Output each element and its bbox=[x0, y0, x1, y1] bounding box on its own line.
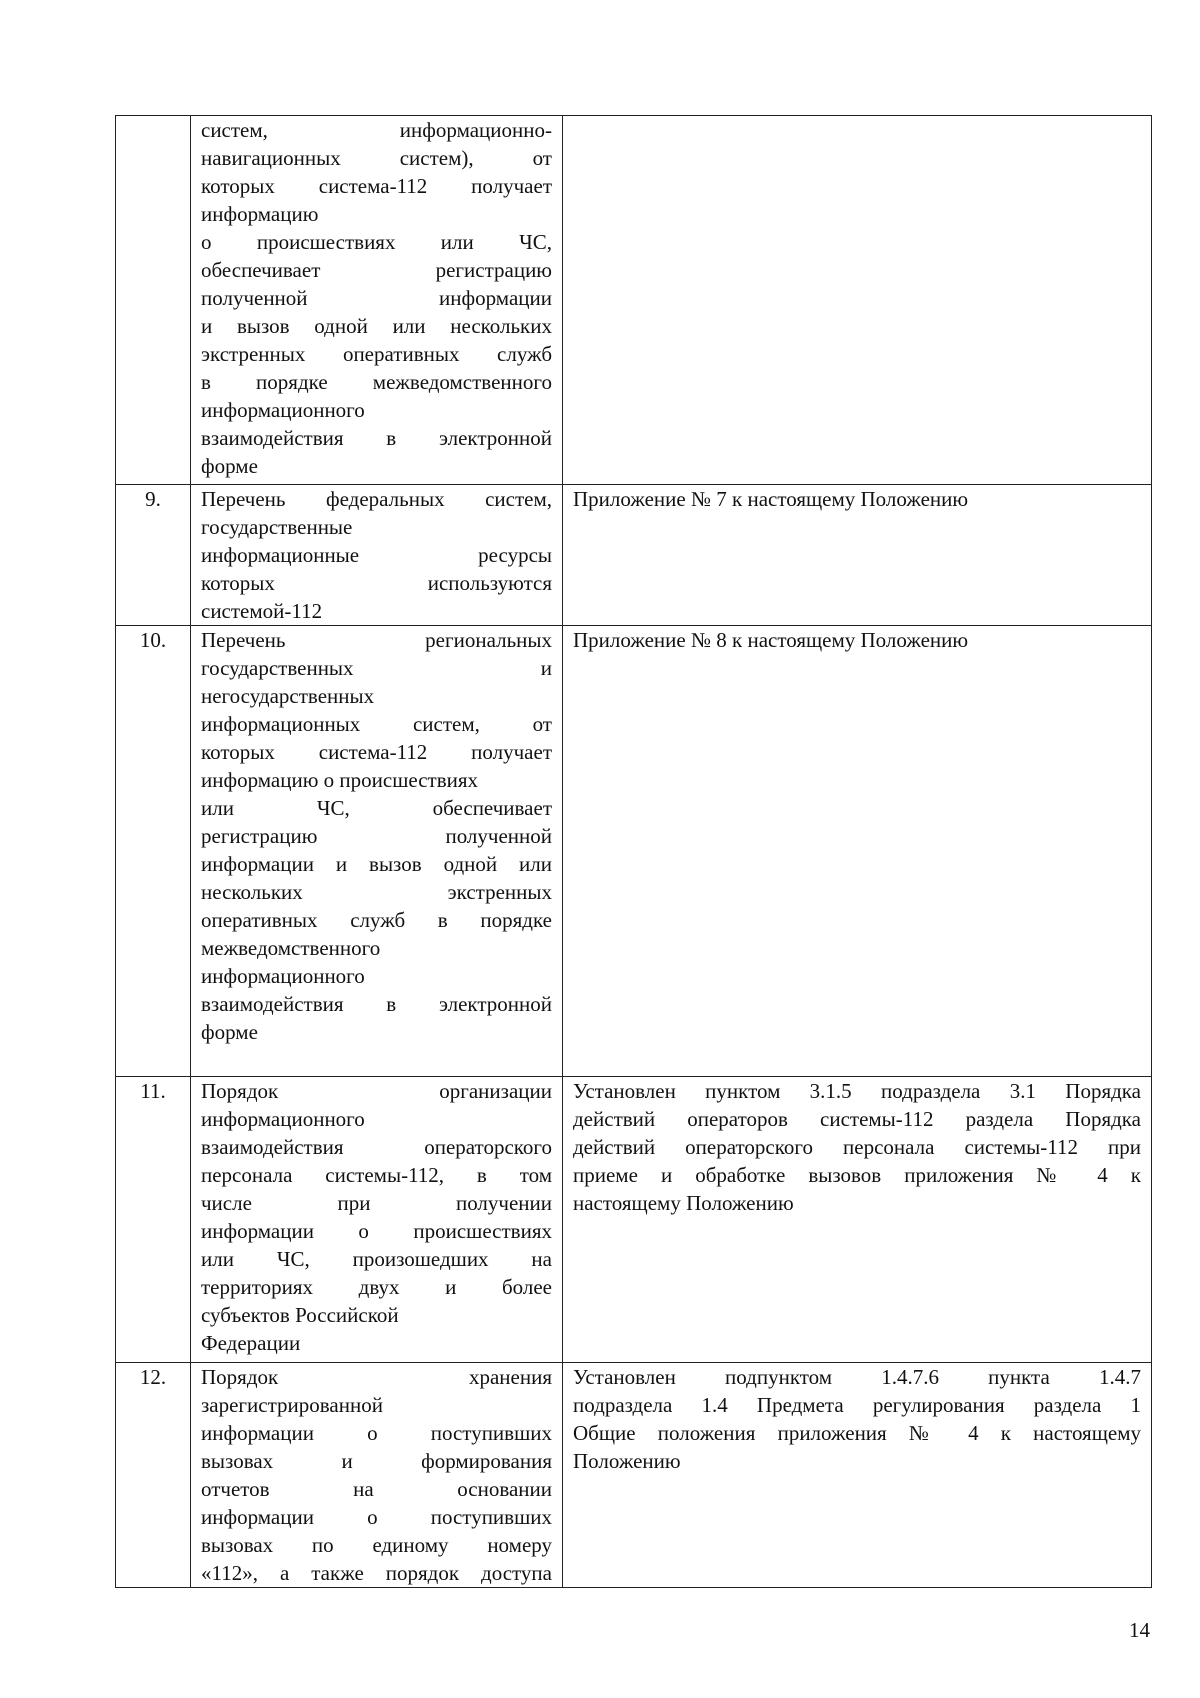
reference-text-line: Приложение № 8 к настоящему Положению bbox=[573, 628, 969, 652]
name-text-line: информации о поступивших bbox=[201, 1421, 552, 1445]
name-text-line: которых система-112 получает bbox=[201, 740, 552, 764]
name-text-line: информации и вызов одной или bbox=[201, 852, 552, 876]
name-text-line: оперативных служб в порядке bbox=[201, 908, 552, 932]
name-text-line: экстренных оперативных служб bbox=[201, 342, 552, 366]
name-text-line: и вызов одной или нескольких bbox=[201, 314, 552, 338]
name-text-line: или ЧС, произошедших на bbox=[201, 1247, 552, 1271]
name-text-line: «112», а также порядок доступа bbox=[201, 1561, 552, 1585]
name-text-line: Перечень региональных bbox=[201, 628, 552, 652]
name-text-line: которых используются bbox=[201, 571, 552, 595]
reference-text-line: действий операторов системы-112 раздела Порядка bbox=[573, 1107, 1141, 1131]
name-text-line: информацию bbox=[201, 202, 319, 226]
reference-text-line: Положению bbox=[573, 1449, 681, 1473]
name-text-line: форме bbox=[201, 454, 258, 478]
name-text-line: полученной информации bbox=[201, 286, 552, 310]
row-number-cell: 12. bbox=[116, 1363, 191, 1588]
name-text-line: персонала системы-112, в том bbox=[201, 1163, 552, 1187]
name-text-line: обеспечивает регистрацию bbox=[201, 258, 552, 282]
name-text-line: межведомственного bbox=[201, 936, 381, 960]
name-text-line: взаимодействия в электронной bbox=[201, 992, 552, 1016]
name-text-line: государственные bbox=[201, 515, 353, 539]
name-text-line: числе при получении bbox=[201, 1191, 552, 1215]
name-text-line: регистрацию полученной bbox=[201, 824, 552, 848]
row-number-cell: 11. bbox=[116, 1077, 191, 1363]
name-text-line: Федерации bbox=[201, 1331, 301, 1355]
name-text-line: о происшествиях или ЧС, bbox=[201, 230, 552, 254]
name-text-line: Порядок хранения bbox=[201, 1365, 552, 1389]
name-text-line: негосударственных bbox=[201, 684, 375, 708]
row-reference-cell bbox=[563, 1077, 1152, 1363]
name-text-line: государственных и bbox=[201, 656, 552, 680]
name-text-line: информационных систем, от bbox=[201, 712, 552, 736]
row-number-cell: 10. bbox=[116, 626, 191, 1077]
reference-text-line: подраздела 1.4 Предмета регулирования раздела 1 bbox=[573, 1393, 1141, 1417]
name-text-line: отчетов на основании bbox=[201, 1477, 552, 1501]
row-reference-cell bbox=[563, 116, 1152, 485]
page-number: 14 bbox=[1129, 1618, 1150, 1642]
reference-text-line: Установлен пунктом 3.1.5 подраздела 3.1 Порядка bbox=[573, 1079, 1141, 1103]
reference-text-line: настоящему Положению bbox=[573, 1191, 794, 1215]
row-number-cell bbox=[116, 116, 191, 485]
row-name-cell bbox=[191, 626, 563, 1077]
reference-text-line: приеме и обработке вызовов приложения № 4 к bbox=[573, 1163, 1141, 1187]
row-reference-cell bbox=[563, 1363, 1152, 1588]
reference-text-line: Установлен подпунктом 1.4.7.6 пункта 1.4.7 bbox=[573, 1365, 1141, 1389]
table-row bbox=[116, 116, 1152, 485]
name-text-line: или ЧС, обеспечивает bbox=[201, 796, 552, 820]
reference-text-line: Приложение № 7 к настоящему Положению bbox=[573, 487, 969, 511]
name-text-line: зарегистрированной bbox=[201, 1393, 383, 1417]
name-text-line: форме bbox=[201, 1020, 258, 1044]
regulation-table-body bbox=[116, 116, 1152, 1588]
table-row bbox=[116, 485, 1152, 626]
row-name-cell bbox=[191, 485, 563, 626]
name-text-line: вызовах и формирования bbox=[201, 1449, 552, 1473]
row-reference-cell bbox=[563, 485, 1152, 626]
row-reference-cell bbox=[563, 626, 1152, 1077]
name-text-line: территориях двух и более bbox=[201, 1275, 552, 1299]
name-text-line: навигационных систем), от bbox=[201, 146, 552, 170]
row-name-cell bbox=[191, 1077, 563, 1363]
name-text-line: систем, информационно- bbox=[201, 118, 552, 142]
reference-text-line: Общие положения приложения № 4 к настоящему bbox=[573, 1421, 1141, 1445]
name-text-line: субъектов Российской bbox=[201, 1303, 399, 1327]
name-text-line: информационного bbox=[201, 1107, 365, 1131]
name-text-line: нескольких экстренных bbox=[201, 880, 552, 904]
name-text-line: информационного bbox=[201, 964, 365, 988]
table-row bbox=[116, 1363, 1152, 1588]
name-text-line: вызовах по единому номеру bbox=[201, 1533, 552, 1557]
name-text-line: информацию о происшествиях bbox=[201, 768, 479, 792]
row-number-cell: 9. bbox=[116, 485, 191, 626]
reference-text-line: действий операторского персонала системы-112 при bbox=[573, 1135, 1141, 1159]
name-text-line: информации о происшествиях bbox=[201, 1219, 552, 1243]
name-text-line: системой-112 bbox=[201, 599, 323, 623]
name-text-line: Порядок организации bbox=[201, 1079, 552, 1103]
row-name-cell bbox=[191, 1363, 563, 1588]
name-text-line: которых система-112 получает bbox=[201, 174, 552, 198]
name-text-line: взаимодействия в электронной bbox=[201, 426, 552, 450]
name-text-line: информационного bbox=[201, 398, 365, 422]
regulation-table bbox=[115, 115, 1152, 1588]
name-text-line: в порядке межведомственного bbox=[201, 370, 552, 394]
table-row bbox=[116, 626, 1152, 1077]
name-text-line: Перечень федеральных систем, bbox=[201, 487, 552, 511]
name-text-line: информационные ресурсы bbox=[201, 543, 552, 567]
table-row bbox=[116, 1077, 1152, 1363]
name-text-line: информации о поступивших bbox=[201, 1505, 552, 1529]
row-name-cell bbox=[191, 116, 563, 485]
name-text-line: взаимодействия операторского bbox=[201, 1135, 552, 1159]
